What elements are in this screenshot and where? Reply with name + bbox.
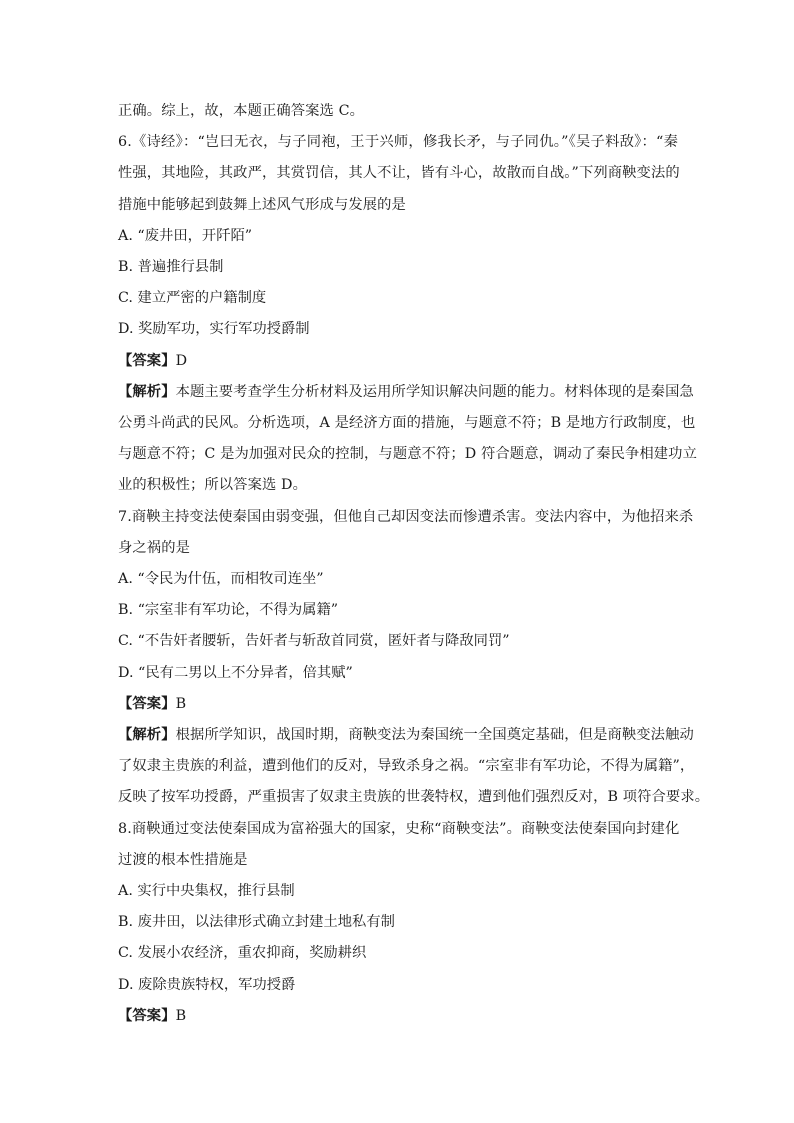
option-c: C. “不告奸者腰斩，告奸者与斩敌首同赏，匿奸者与降敌同罚” [118,633,510,650]
answer-label: 【答案】 [118,695,176,712]
option-b: B. 普遍推行县制 [118,259,224,276]
answer-line [118,346,678,377]
answer-value: D [175,352,188,369]
analysis-line [118,720,694,751]
question-8-text: 8.商鞅通过变法使秦国成为富裕强大的国家，史称“商鞅变法”。商鞅变法使秦国向封建化 [118,820,680,837]
page-content [118,96,710,1032]
analysis-line: 反映了按军功授爵，严重损害了奴隶主贵族的世袭特权，遭到他们强烈反对，B 项符合要求。 [118,789,710,806]
option-d: D. “民有二男以上不分异者，倍其赋” [118,664,353,681]
analysis-text: 根据所学知识，战国时期，商鞅变法为秦国统一全国奠定基础，但是商鞅变法触动 [175,727,694,744]
question-6-text: 性强，其地险，其政严，其赏罚信，其人不让，皆有斗心，故散而自战。”下列商鞅变法的 [118,165,680,182]
option-a: A. “令民为什伍，而相牧司连坐” [118,571,324,588]
answer-line [118,689,678,720]
option-c: C. 建立严密的户籍制度 [118,290,267,307]
analysis-label: 【解析】 [118,383,176,400]
analysis-line: 了奴隶主贵族的利益，遭到他们的反对，导致杀身之祸。“宗室非有军功论，不得为属籍”， [118,758,695,775]
option-a: A. 实行中央集权，推行县制 [118,883,295,900]
answer-label: 【答案】 [118,1007,176,1024]
question-7-text: 7.商鞅主持变法使秦国由弱变强，但他自己却因变法而惨遭杀害。变法内容中，为他招来杀 [118,508,694,525]
analysis-line: 与题意不符；C 是为加强对民众的控制，与题意不符；D 符合题意，调动了秦民争相建功立 [118,446,697,463]
question-6-text: 措施中能够起到鼓舞上述风气形成与发展的是 [118,196,406,213]
option-d: D. 奖励军功，实行军功授爵制 [118,321,310,338]
analysis-text: 本题主要考查学生分析材料及运用所学知识解决问题的能力。材料体现的是秦国急 [175,383,694,400]
option-b: B. “宗室非有军功论，不得为属籍” [118,602,339,619]
analysis-line: 公勇斗尚武的民风。分析选项，A 是经济方面的措施，与题意不符；B 是地方行政制度，也 [118,415,696,432]
answer-label: 【答案】 [118,352,176,369]
answer-line [118,1001,678,1032]
option-c: C. 发展小农经济，重农抑商，奖励耕织 [118,945,367,962]
analysis-line: 业的积极性；所以答案选 D。 [118,477,307,494]
answer-value: B [175,1007,187,1024]
option-b: B. 废井田，以法律形式确立封建土地私有制 [118,914,395,931]
analysis-label: 【解析】 [118,727,176,744]
analysis-line [118,377,694,408]
question-7-text: 身之祸的是 [118,539,190,556]
option-a: A. “废井田，开阡陌” [118,227,253,244]
question-6-text: 6.《诗经》：“岂曰无衣，与子同袍，王于兴师，修我长矛，与子同仇。”《吴子料敌》：“秦 [118,134,678,151]
answer-value: B [175,695,187,712]
option-d: D. 废除贵族特权，军功授爵 [118,976,296,993]
text-line: 正确。综上，故，本题正确答案选 C。 [118,103,365,119]
question-8-text: 过渡的根本性措施是 [118,851,248,868]
